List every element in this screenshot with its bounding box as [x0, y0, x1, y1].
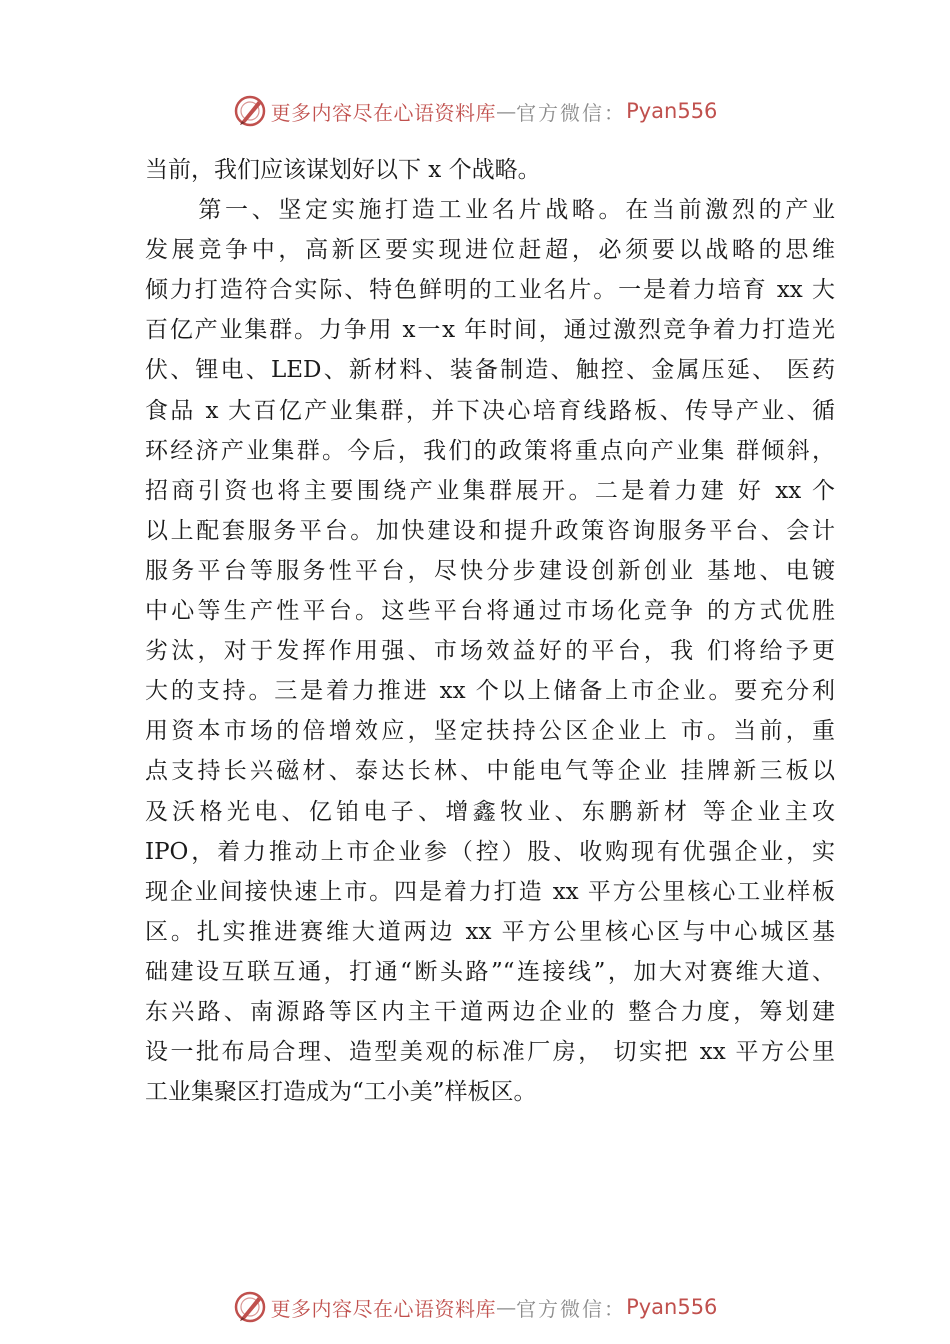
text-line: 发展竞争中，高新区要实现进位赶超，必须要以战略的思维 [145, 237, 835, 264]
watermark-dash: — [496, 99, 517, 123]
text-line: 服务平台等服务性平台，尽快分步建设创新创业 基地、电镀 [145, 557, 835, 584]
text-line: 设一批布局合理、造型美观的标准厂房， 切实把 xx 平方公里 [145, 1039, 835, 1066]
text-line: 劣汰，对于发挥作用强、市场效益好的平台，我 们将给予更 [145, 638, 835, 665]
text-line: 伏、锂电、LED、新材料、装备制造、触控、金属压延、 医药 [145, 357, 835, 384]
text-line: 大的支持。三是着力推进 xx 个以上储备上市企业。要充分利 [145, 678, 835, 705]
text-line: 倾力打造符合实际、特色鲜明的工业名片。一是着力培育 xx 大 [145, 277, 835, 304]
text-line: 东兴路、南源路等区内主干道两边企业的 整合力度，筹划建 [145, 998, 835, 1025]
text-line: 工业集聚区打造成为“工小美”样板区。 [145, 1079, 537, 1106]
watermark-official-label: 官方微信： [516, 100, 627, 125]
watermark-wechat-id: Pyan556 [626, 1295, 718, 1319]
text-line: 环经济产业集群。今后，我们的政策将重点向产业集 群倾斜， [145, 437, 835, 464]
watermark-title: 更多内容尽在心语资料库 [270, 1296, 497, 1321]
document-body [145, 150, 835, 1112]
text-line: 第一、坚定实施打造工业名片战略。在当前激烈的产业 [145, 197, 835, 224]
text-line: 百亿产业集群。力争用 x一x 年时间，通过激烈竞争着力打造光 [145, 317, 835, 344]
pen-seal-logo-icon [233, 94, 267, 128]
text-line: IPO，着力推动上市企业参（控）股、收购现有优强企业，实 [145, 838, 835, 865]
text-line: 招商引资也将主要围绕产业集群展开。二是着力建 好 xx 个 [145, 477, 835, 504]
header-watermark [0, 94, 950, 128]
text-line: 区。扎实推进赛维大道两边 xx 平方公里核心区与中心城区基 [145, 918, 835, 945]
watermark-title: 更多内容尽在心语资料库 [270, 100, 497, 125]
pen-seal-logo-icon [233, 1290, 267, 1324]
text-line: 点支持长兴磁材、泰达长林、中能电气等企业 挂牌新三板以 [145, 758, 835, 785]
text-line: 现企业间接快速上市。四是着力打造 xx 平方公里核心工业样板 [145, 878, 835, 905]
footer-watermark [0, 1290, 950, 1324]
text-line: 当前，我们应该谋划好以下 x 个战略。 [145, 157, 541, 183]
text-line: 及沃格光电、亿铂电子、增鑫牧业、东鹏新材 等企业主攻 [145, 798, 835, 825]
text-line: 以上配套服务平台。加快建设和提升政策咨询服务平台、会计 [145, 517, 835, 544]
text-line: 中心等生产性平台。这些平台将通过市场化竞争 的方式优胜 [145, 598, 835, 625]
watermark-dash: — [496, 1295, 517, 1319]
watermark-official-label: 官方微信： [516, 1296, 627, 1321]
watermark-wechat-id: Pyan556 [626, 99, 718, 123]
text-line: 用资本市场的倍增效应，坚定扶持公区企业上 市。当前，重 [145, 718, 835, 745]
text-line: 础建设互联互通，打通“断头路”“连接线”，加大对赛维大道、 [145, 958, 835, 985]
text-line: 食品 x 大百亿产业集群，并下决心培育线路板、传导产业、循 [145, 397, 835, 424]
